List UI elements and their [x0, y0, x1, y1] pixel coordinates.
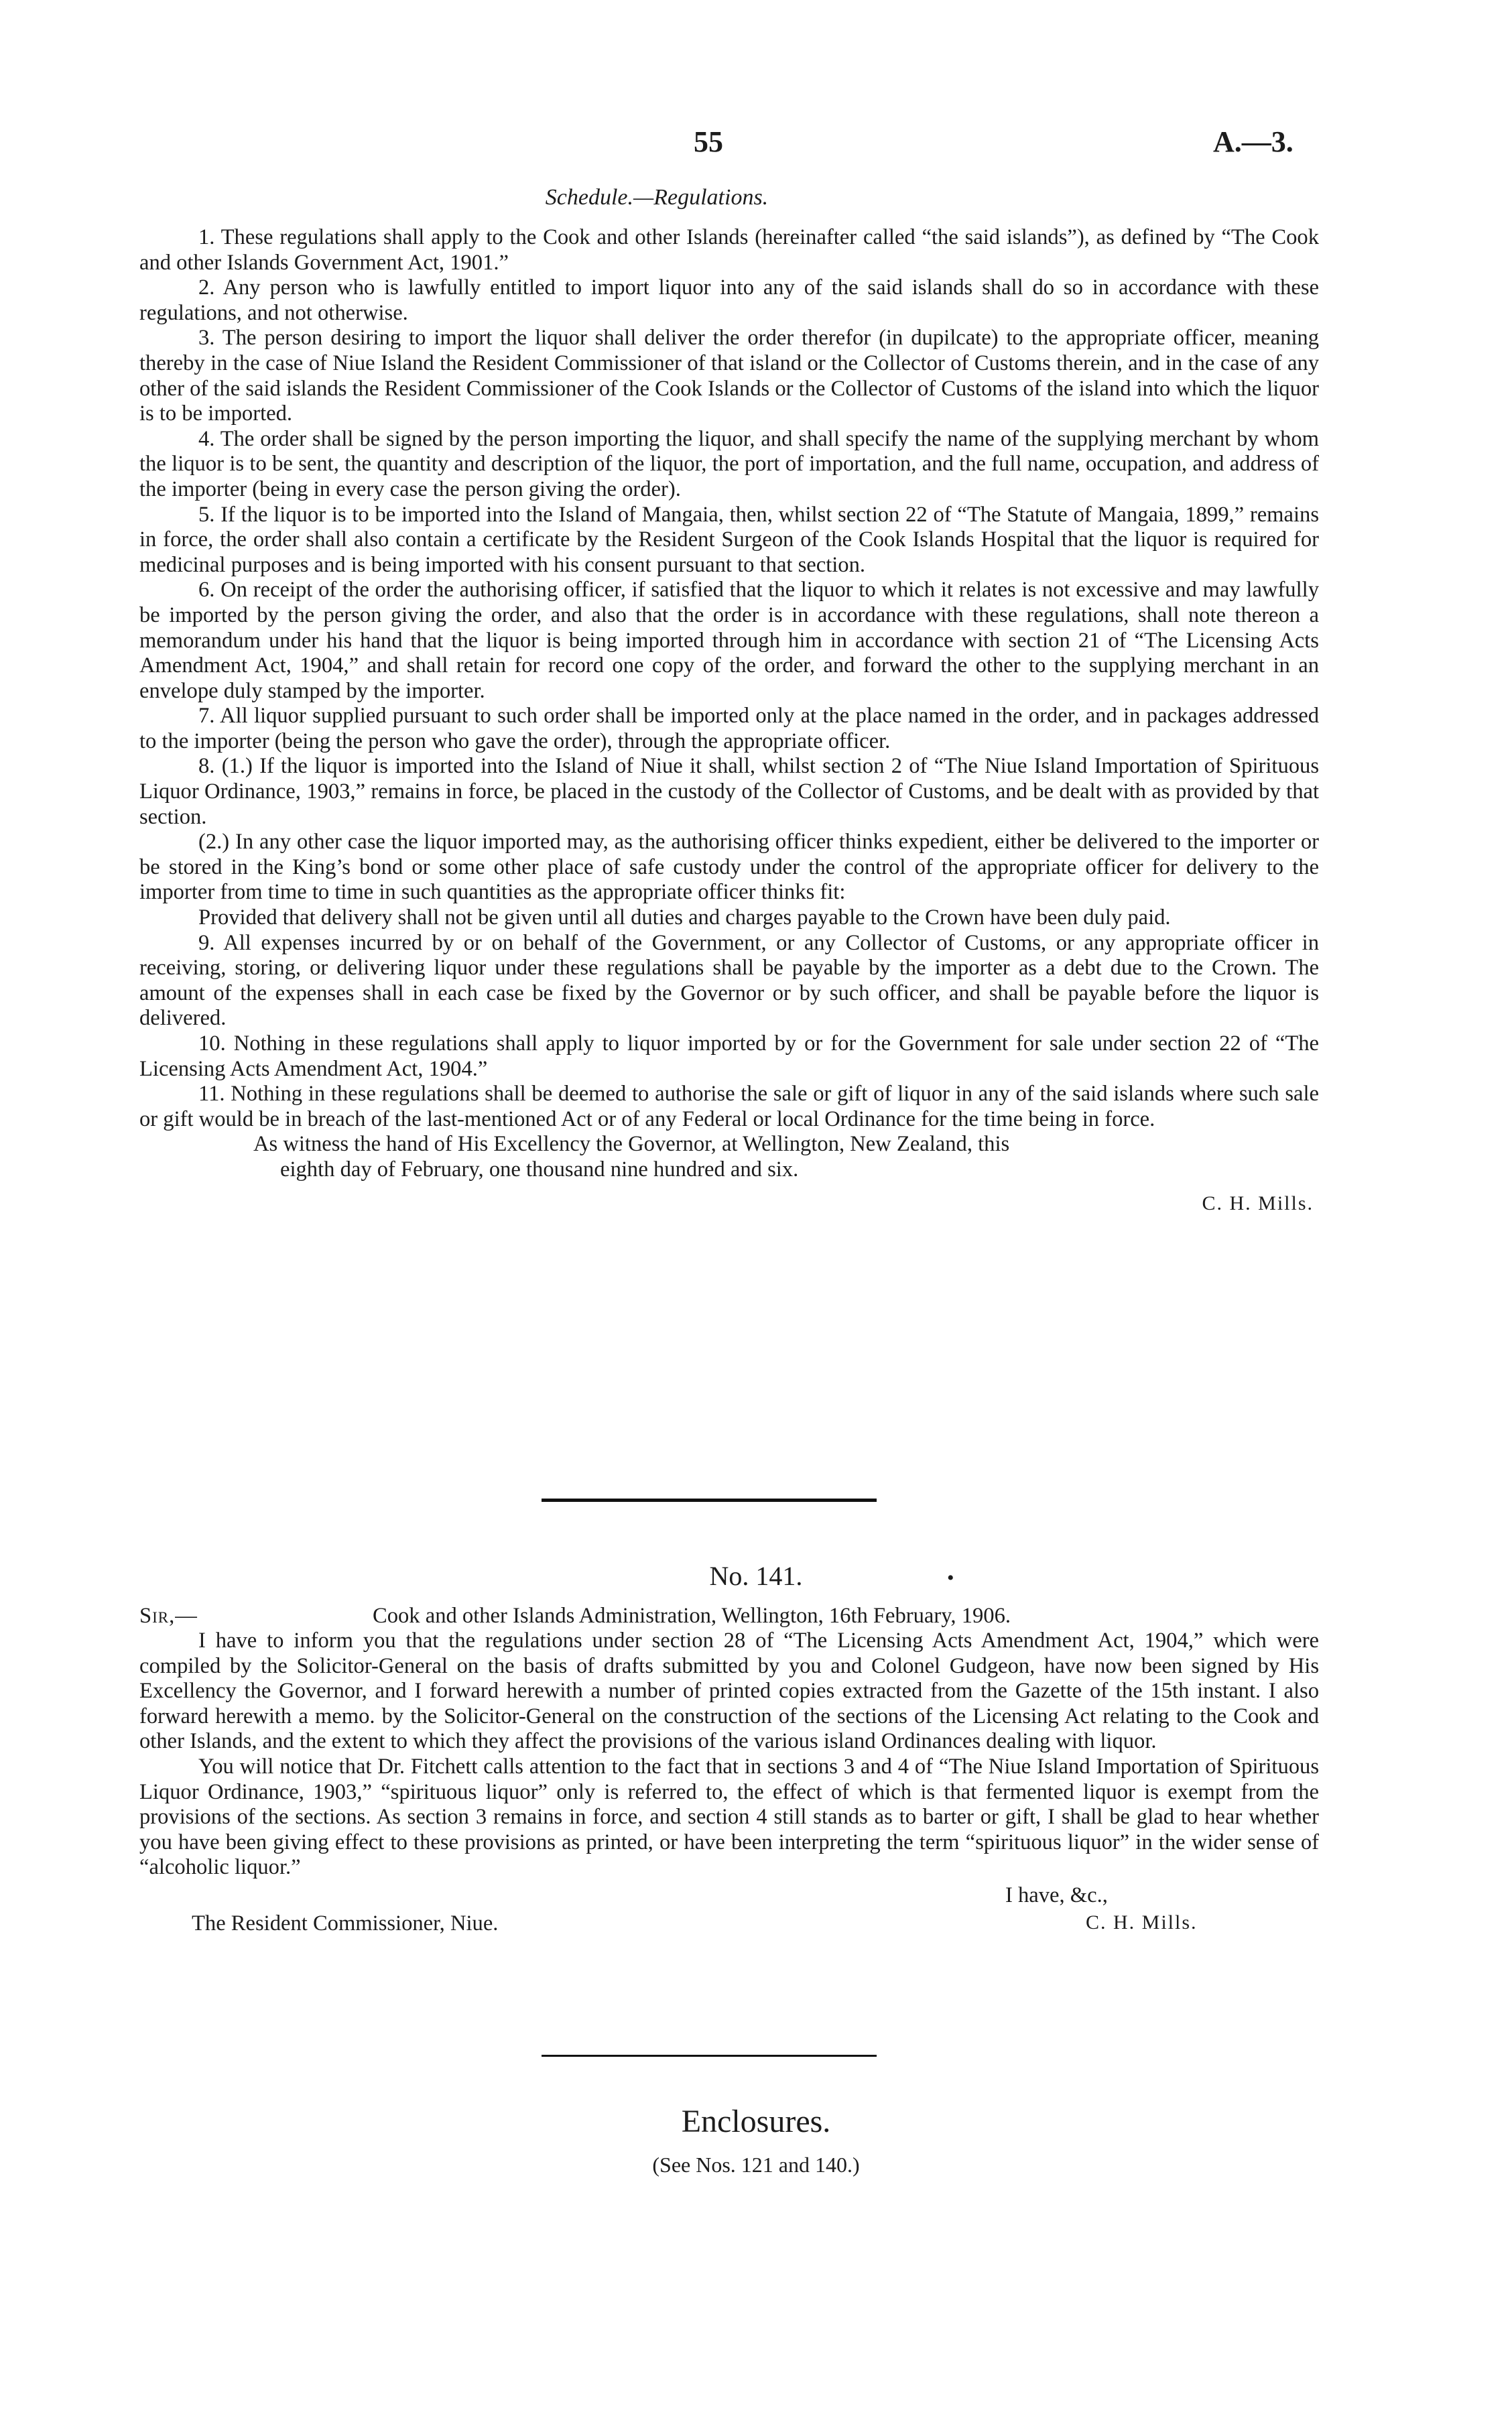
regulation-7: 7. All liquor supplied pursuant to such order shall be imported only at the place named in the order, and in packages addressed to the importer (being the person who gave the order), through the appropriate officer.: [139, 704, 1319, 753]
regulation-6: 6. On receipt of the order the authorising officer, if satisfied that the liquor to which it relates is not excessive and may lawfully be imported by the person giving the order, and also that the order is in accordance with these regulations, shall note thereon a memorandum under his hand that the liquor is being imported through him in accordance with section 21 of “The Licensing Acts Amendment Act, 1904,” and shall retain for record one copy of the order, and forward the other to the supplying merchant in an envelope duly stamped by the importer.: [139, 578, 1319, 703]
enclosures-title: Enclosures.: [681, 2104, 831, 2139]
schedule-title: Schedule.—Regulations.: [545, 185, 769, 210]
closing-phrase: I have, &c.,: [1005, 1883, 1108, 1907]
regulation-5: 5. If the liquor is to be imported into the Island of Mangaia, then, whilst section 22 of “The Statute of Mangaia, 1899,” remains in force, the order shall also contain a certificate by the Resident Surgeon of the Cook Islands Hospital that the liquor is required for medicinal purposes and is being imported with his consent pursuant to that section.: [139, 502, 1319, 577]
regulation-9: 9. All expenses incurred by or on behalf of the Government, or any Collector of Customs, or any appropriate officer in receiving, storing, or delivering liquor under these regulations shall be payable by the importer as a debt due to the Crown. The amount of the expenses shall in each case be fixed by the Governor or by such officer, and shall be payable before the liquor is delivered.: [139, 930, 1319, 1031]
letter-number: No. 141.: [709, 1561, 803, 1591]
enclosures-note: (See Nos. 121 and 140.): [652, 2153, 860, 2177]
witness-line-2: eighth day of February, one thousand nine hundred and six.: [280, 1157, 799, 1182]
dateline: Cook and other Islands Administration, Wellington, 16th February, 1906.: [373, 1604, 1011, 1628]
letter-closing: [139, 1883, 1319, 1940]
regulation-8-proviso: Provided that delivery shall not be given until all duties and charges payable to the Crown have been duly paid.: [198, 905, 1171, 930]
witness-line-1: As witness the hand of His Excellency the Governor, at Wellington, New Zealand, this: [253, 1132, 1010, 1157]
letter-body: [139, 1603, 1319, 1940]
enclosures-divider: [542, 2055, 877, 2057]
salutation-dateline: [139, 1603, 1319, 1629]
regulation-11: 11. Nothing in these regulations shall be deemed to authorise the sale or gift of liquor in any of the said islands where such sale or gift would be in breach of the last-mentioned Act or of any Federal or local Ordinance for the time being in force.: [139, 1082, 1319, 1131]
section-divider: [542, 1499, 877, 1502]
regulation-8-1: 8. (1.) If the liquor is imported into the Island of Niue it shall, whilst section 2 of “The Niue Island Importation of Spirituous Liquor Ordinance, 1903,” remains in force, be placed in the custody of the Collector of Customs, and be dealt with as provided by that section.: [139, 754, 1319, 829]
letter-paragraph-1: I have to inform you that the regulations under section 28 of “The Licensing Acts Amendment Act, 1904,” which were compiled by the Solicitor-General on the basis of drafts submitted by you and Colonel Gudgeon, have now been signed by His Excellency the Governor, and I forward herewith a number of printed copies extracted from the Gazette of the 15th instant. I also forward herewith a memo. by the Solicitor-General on the construction of the sections of the Licensing Act relating to the Cook and other Islands, and the extent to which they affect the provisions of the various island Ordinances dealing with liquor.: [139, 1629, 1319, 1754]
page-number: 55: [694, 125, 723, 158]
regulations-body: [139, 225, 1319, 1215]
regulation-3: 3. The person desiring to import the liquor shall deliver the order therefor (in dupilcate) to the appropriate officer, meaning thereby in the case of Niue Island the Resident Commissioner of that island or the Collector of Customs therein, and in the case of any other of the said islands the Resident Commissioner of the Cook Islands or the Collector of Customs of the island into which the liquor is to be imported.: [139, 326, 1319, 426]
schedule-signature: C. H. Mills.: [1202, 1192, 1314, 1214]
addressee: The Resident Commissioner, Niue.: [192, 1911, 499, 1935]
letter-paragraph-2: You will notice that Dr. Fitchett calls attention to the fact that in sections 3 and 4 of “The Niue Island Importation of Spirituous Liquor Ordinance, 1903,” “spirituous liquor” only is referred to, the effect of which is that fermented liquor is exempt from the provisions of the sections. As section 3 remains in force, and section 4 still stands as to barter or gift, I shall be glad to hear whether you have been giving effect to these provisions as printed, or have been interpreting the term “spirituous liquor” in the wider sense of “alcoholic liquor.”: [139, 1754, 1319, 1880]
letter-signature: C. H. Mills.: [1086, 1911, 1198, 1933]
regulation-1: 1. These regulations shall apply to the Cook and other Islands (hereinafter called “the said islands”), as defined by “The Cook and other Islands Government Act, 1901.”: [139, 225, 1319, 275]
regulation-8-2: (2.) In any other case the liquor imported may, as the authorising officer thinks expedient, either be delivered to the importer or be stored in the King’s bond or some other place of safe custody under the control of the appropriate officer for delivery to the importer from time to time in such quantities as the appropriate officer thinks fit:: [139, 830, 1319, 905]
regulation-4: 4. The order shall be signed by the person importing the liquor, and shall specify the name of the supplying merchant by whom the liquor is to be sent, the quantity and description of the liquor, the port of importation, and the full name, occupation, and address of the importer (being in every case the person giving the order).: [139, 426, 1319, 501]
regulation-2: 2. Any person who is lawfully entitled to import liquor into any of the said islands shall do so in accordance with these regulations, and not otherwise.: [139, 275, 1319, 325]
printer-dot: •: [947, 1567, 954, 1589]
document-reference: A.—3.: [1213, 125, 1294, 158]
regulation-10: 10. Nothing in these regulations shall apply to liquor imported by or for the Government for sale under section 22 of “The Licensing Acts Amendment Act, 1904.”: [139, 1031, 1319, 1081]
salutation: Sir,—: [139, 1604, 198, 1628]
